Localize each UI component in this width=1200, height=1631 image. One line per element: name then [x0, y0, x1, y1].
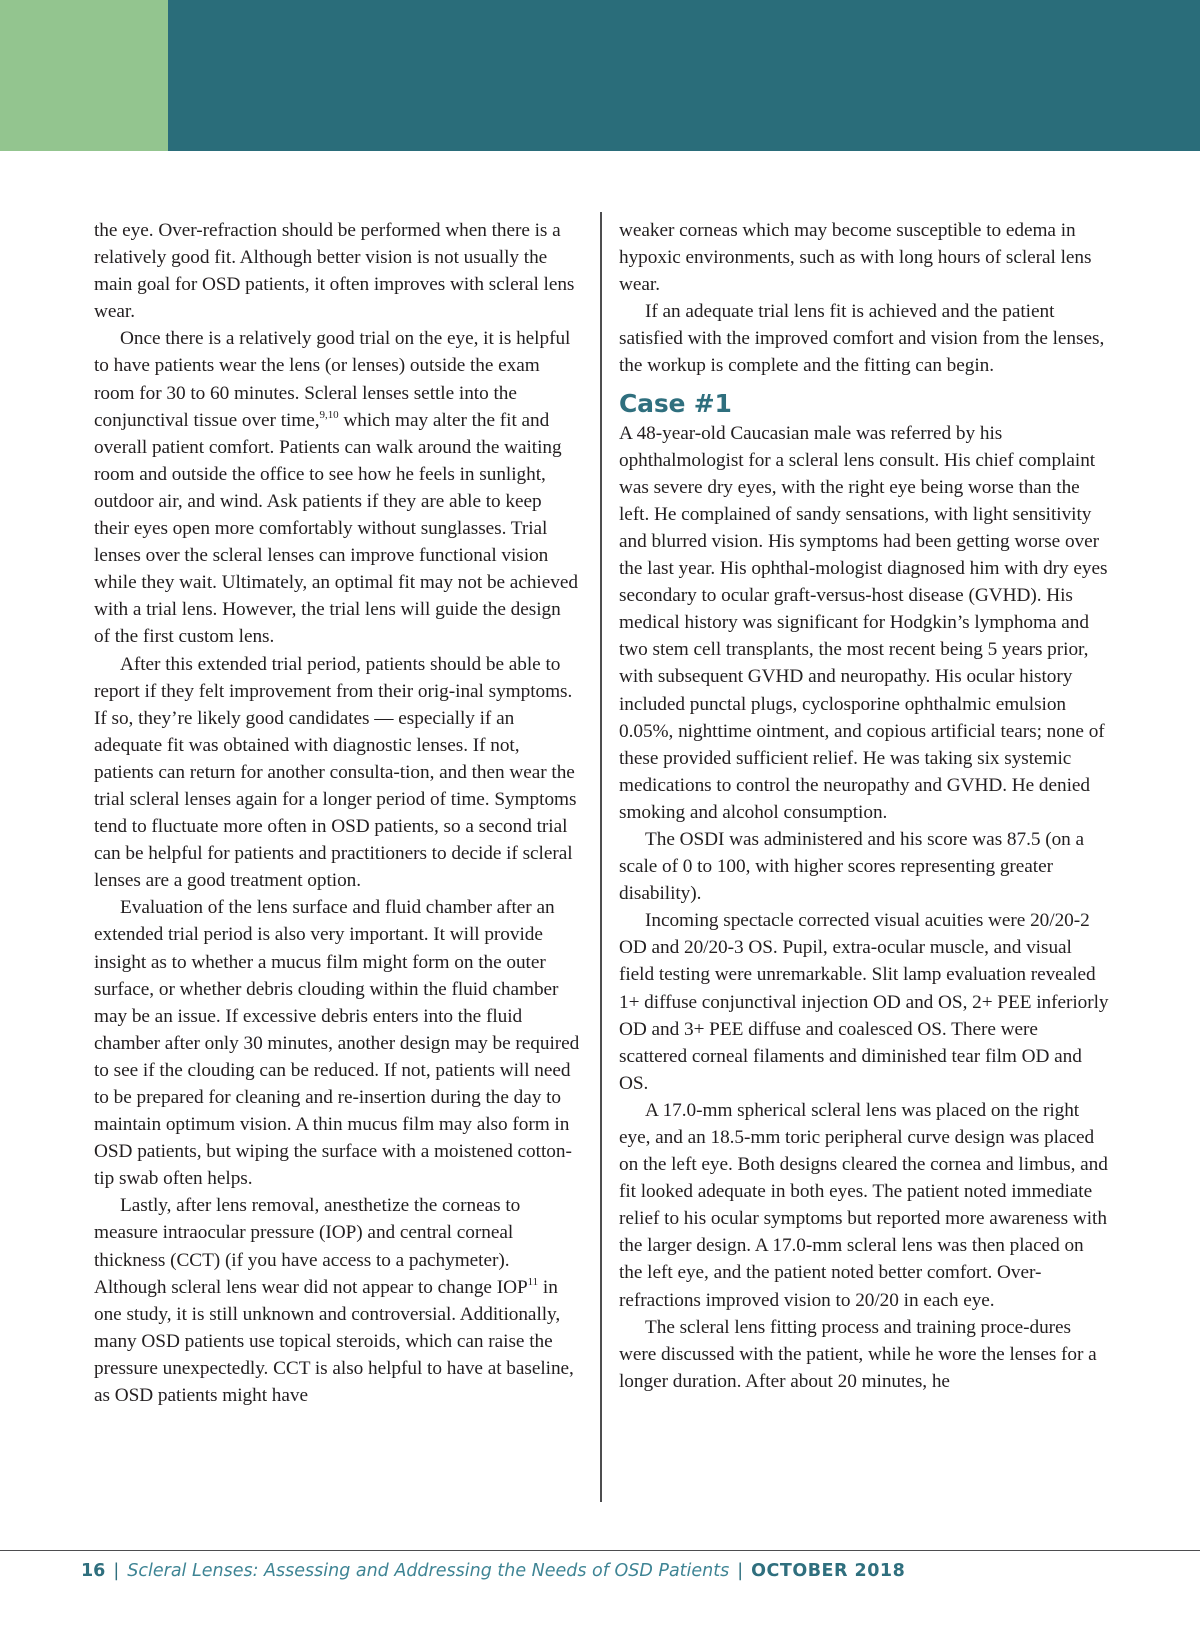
issue-date: OCTOBER 2018: [751, 1561, 906, 1581]
page-number: 16: [81, 1561, 106, 1581]
body-paragraph: Once there is a relatively good trial on the eye, it is helpful to have patients wear the lens (or lenses) outside the exam room for 30 to 60 minutes. Scleral lenses settle into the conjunctival tissue over time,$^{9,10}$ which may alter the fit and overall patient comfort. Patients can walk around the waiting room and outside the office to see how he feels in sunlight, outdoor air, and wind. Ask patients if they are able to keep their eyes open more comfortably without sunglasses. Trial lenses over the scleral lenses can improve functional vision while they wait. Ultimately, an optimal fit may not be achieved with a trial lens. However, the trial lens will guide the design of the first custom lens.: [94, 328, 578, 648]
body-paragraph: If an adequate trial lens fit is achieved and the patient satisfied with the improved comfort and vision from the lenses, the workup is complete and the fitting can begin.: [619, 301, 1105, 377]
header-band-teal: [168, 0, 1200, 151]
footer-separator: |: [113, 1561, 120, 1581]
body-paragraph: After this extended trial period, patients should be able to report if they felt improvement from their orig-inal symptoms. If so, they’re likely good candidates — especially if an adequate fit was obtained with diagnostic lenses. If not, patients can return for another consulta-tion, and then wear the trial scleral lenses again for a longer period of time. Symptoms tend to fluctuate more often in OSD patients, so a second trial can be helpful for patients and practitioners to decide if scleral lenses are a good treatment option.: [94, 653, 577, 892]
body-paragraph: The OSDI was administered and his score was 87.5 (on a scale of 0 to 100, with higher scores representing greater disability).: [619, 828, 1085, 905]
body-paragraph: Lastly, after lens removal, anesthetize the corneas to measure intraocular pressure (IOP) and central corneal thickness (CCT) (if you have access to a pachymeter). Although scleral lens wear did not appear to change IOP$^{11}$ in one study, it is still unknown and controversial. Additionally, many OSD patients use topical steroids, which can raise the pressure unexpectedly. CCT is also helpful to have at baseline, as OSD patients might have: [94, 1195, 574, 1407]
body-paragraph: the eye. Over-refraction should be performed when there is a relatively good fit. Although better vision is not usually the main goal for OSD patients, it often improves with scleral lens wear.: [94, 220, 575, 323]
header-band-green: [0, 0, 168, 151]
footer-separator: |: [737, 1561, 744, 1581]
body-paragraph: Incoming spectacle corrected visual acuities were 20/20-2 OD and 20/20-3 OS. Pupil, extra-ocular muscle, and visual field testing were unremarkable. Slit lamp evaluation revealed 1+ diffuse conjunctival injection OD and OS, 2+ PEE inferiorly OD and 3+ PEE diffuse and coalesced OS. There were scattered corneal filaments and diminished tear film OD and OS.: [619, 910, 1109, 1094]
reference-superscript: 9,10: [319, 408, 339, 421]
right-column: [619, 217, 1109, 1395]
page-footer: [81, 1561, 905, 1581]
body-paragraph: A 48-year-old Caucasian male was referred by his ophthalmologist for a scleral lens consult. His chief complaint was severe dry eyes, with the right eye being worse than the left. He complained of sandy sensations, with light sensitivity and blurred vision. His symptoms had been getting worse over the last year. His ophthal-mologist diagnosed him with dry eyes secondary to ocular graft-versus-host disease (GVHD). His medical history was significant for Hodgkin’s lymphoma and two stem cell transplants, the most recent being 5 years prior, with subsequent GVHD and neuropathy. His ocular history included punctal plugs, cyclosporine ophthalmic emulsion 0.05%, nighttime ointment, and copious artificial tears; none of these provided sufficient relief. He was taking six systemic medications to control the neuropathy and GVHD. He denied smoking and alcohol consumption.: [619, 422, 1108, 823]
body-paragraph: Evaluation of the lens surface and fluid chamber after an extended trial period is also very important. It will provide insight as to whether a mucus film might form on the outer surface, or whether debris clouding within the fluid chamber may be an issue. If excessive debris enters into the fluid chamber after only 30 minutes, another design may be required to see if the clouding can be reduced. If not, patients will need to be prepared for cleaning and re-insertion during the day to maintain optimum vision. A thin mucus film may also form in OSD patients, but wiping the surface with a moistened cotton-tip swab often helps.: [94, 897, 580, 1190]
footer-rule: [0, 1550, 1200, 1551]
body-paragraph: weaker corneas which may become susceptible to edema in hypoxic environments, such as with long hours of scleral lens wear.: [619, 220, 1092, 296]
publication-title: Scleral Lenses: Assessing and Addressing the Needs of OSD Patients: [127, 1561, 730, 1581]
body-paragraph: The scleral lens fitting process and training proce-dures were discussed with the patient, while he wore the lenses for a longer duration. After about 20 minutes, he: [619, 1316, 1097, 1392]
column-divider: [600, 212, 602, 1502]
reference-superscript: 11: [527, 1275, 539, 1288]
section-heading: Case #1: [619, 388, 732, 418]
body-paragraph: A 17.0-mm spherical scleral lens was placed on the right eye, and an 18.5-mm toric peripheral curve design was placed on the left eye. Both designs cleared the cornea and limbus, and fit looked adequate in both eyes. The patient noted immediate relief to his ocular symptoms but reported more awareness with the larger design. A 17.0-mm scleral lens was then placed on the left eye, and the patient noted better comfort. Over-refractions improved vision to 20/20 in each eye.: [619, 1099, 1108, 1311]
left-column: [94, 217, 580, 1409]
